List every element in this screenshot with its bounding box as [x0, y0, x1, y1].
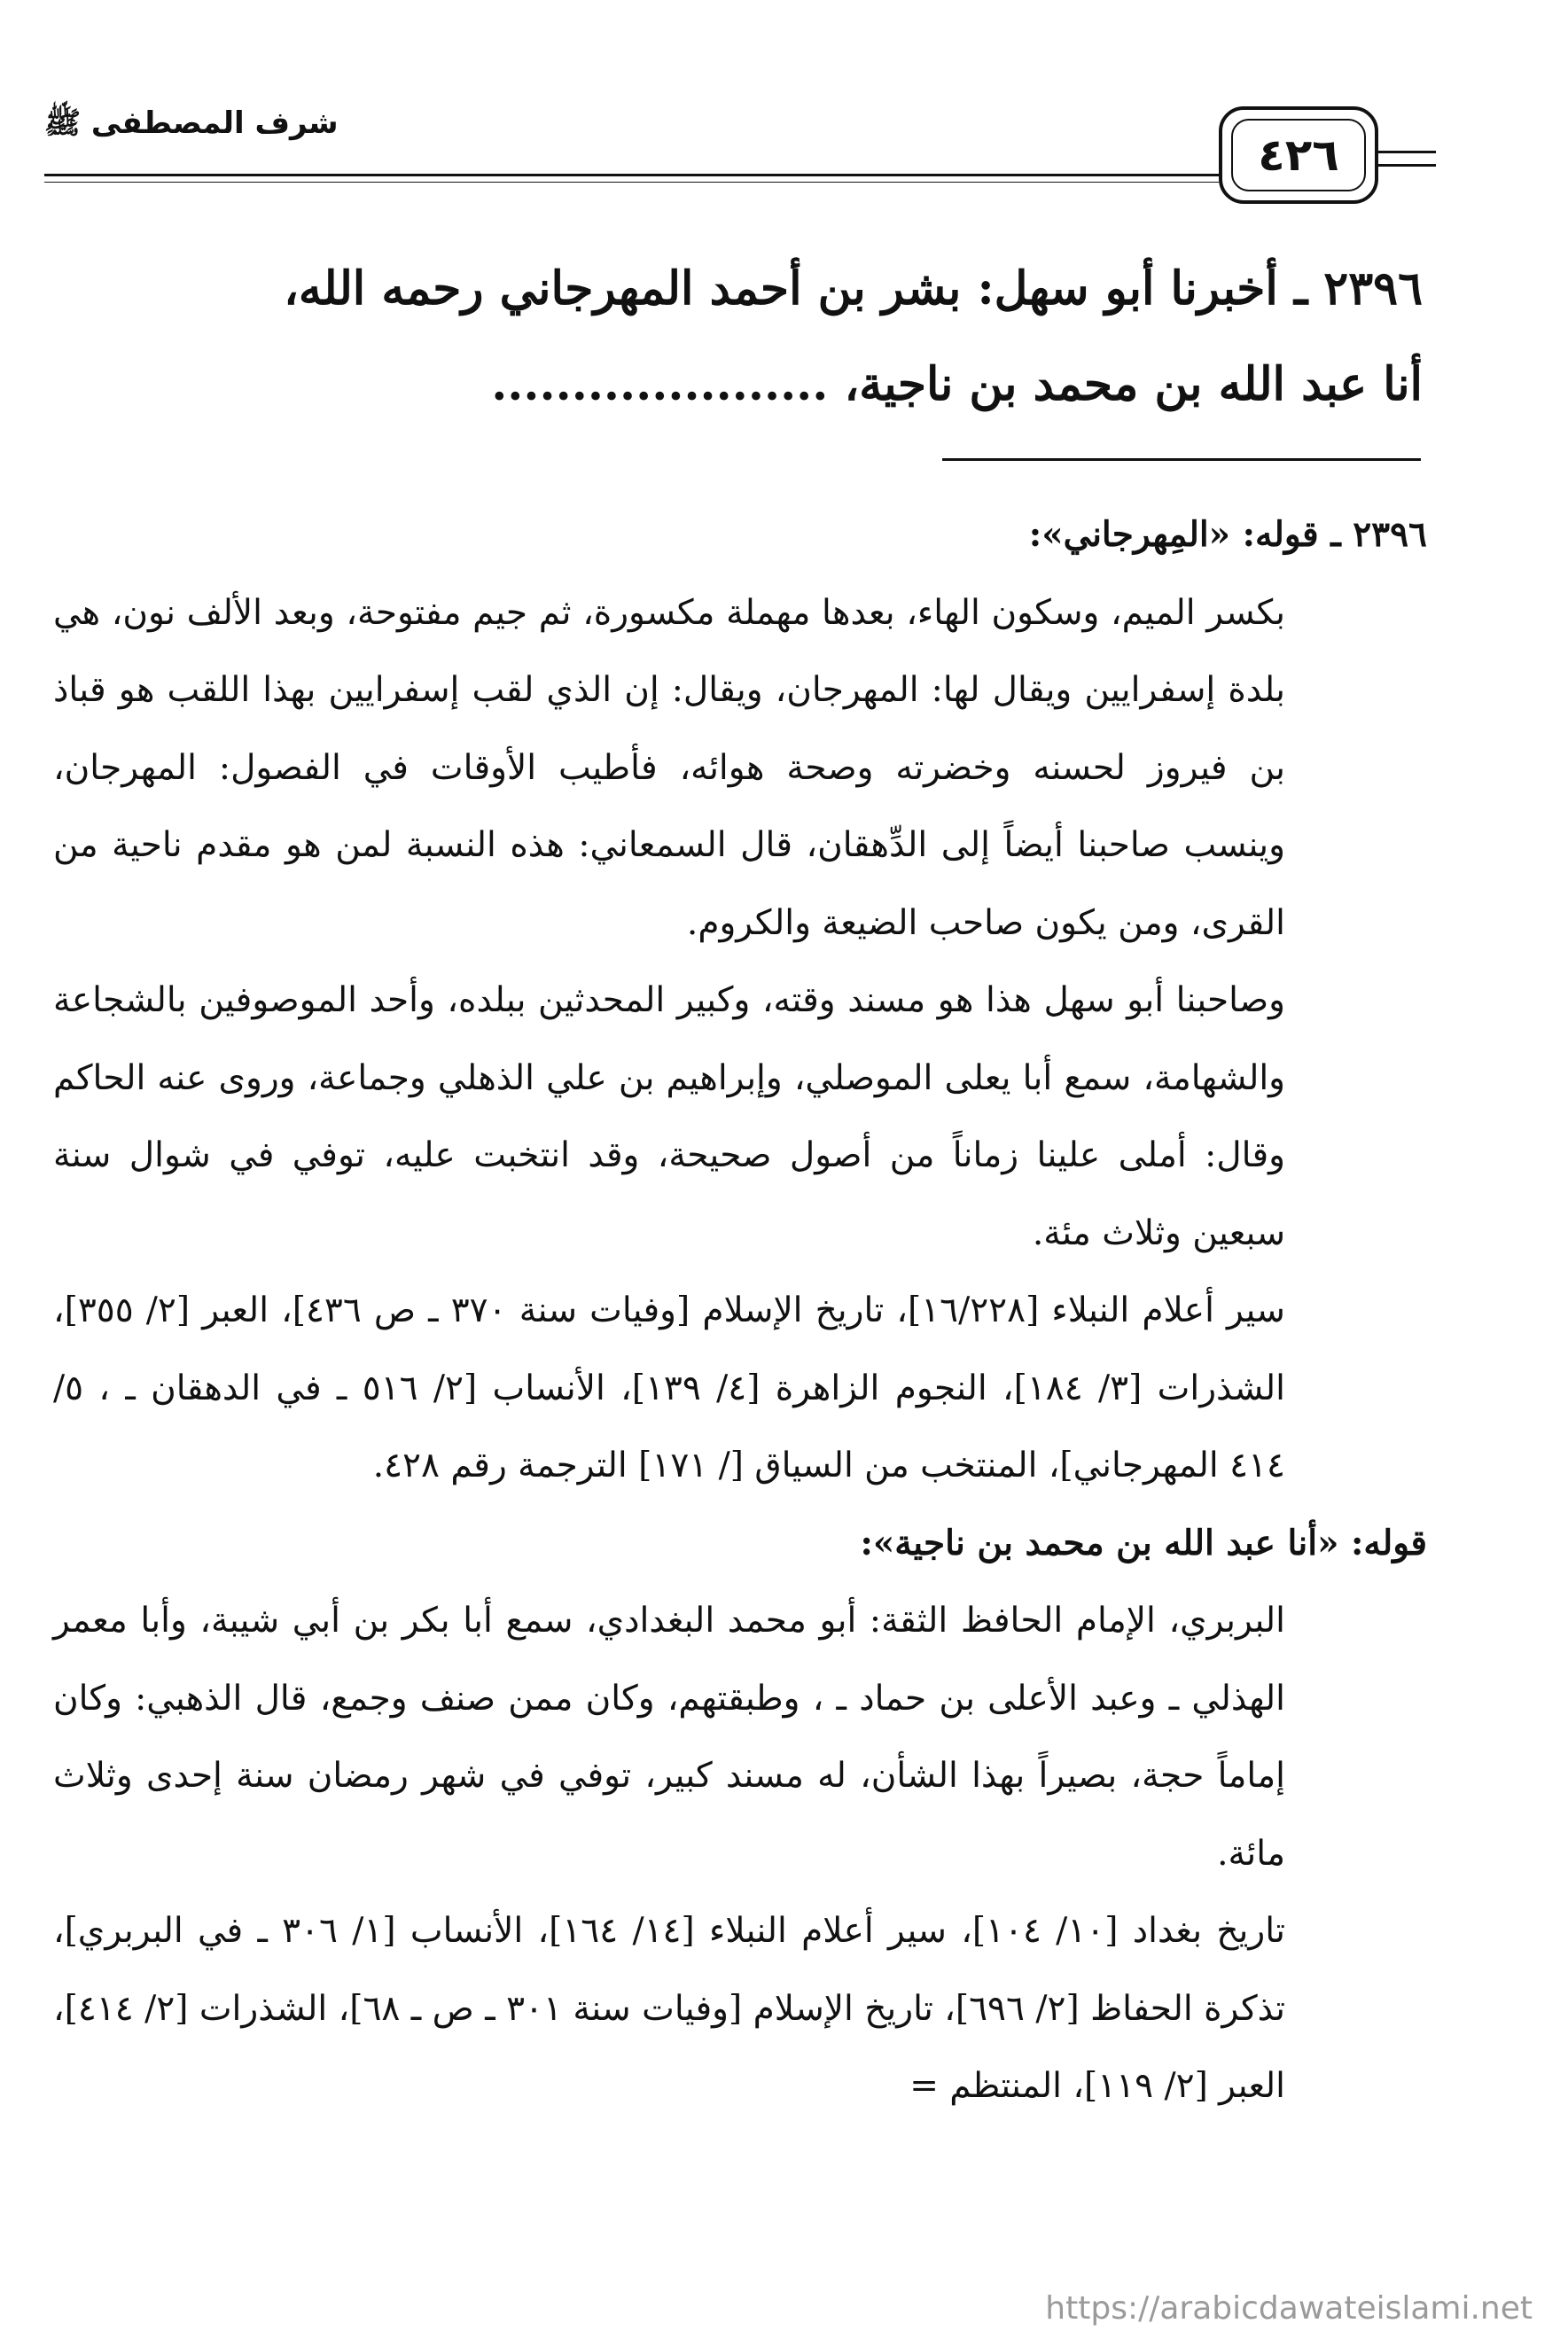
hadith-line-2: [66, 337, 1423, 433]
page-number: ٤٢٦: [1231, 119, 1366, 191]
header-rule: [44, 174, 1219, 183]
watermark-url: https://arabicdawateislami.net: [1045, 2290, 1533, 2327]
header-rule-right: [1378, 151, 1436, 167]
commentary-references-2: تاريخ بغداد [١٠/ ١٠٤]، سير أعلام النبلاء [١٤/ ١٦٤]، الأنساب [١/ ٣٠٦ ـ في البربري]، تذكرة الحفاظ [٢/ ٦٩٦]، تاريخ الإسلام [وفيات سنة ٣٠١ ـ ص ـ ٦٨]، الشذرات [٢/ ٤١٤]، العبر [٢/ ١١٩]، المنتظم =: [53, 1911, 1285, 2106]
commentary-references-1: سير أعلام النبلاء [١٦/٢٢٨]، تاريخ الإسلام [وفيات سنة ٣٧٠ ـ ص ٤٣٦]، العبر [٢/ ٣٥٥]، الشذرات [٣/ ١٨٤]، النجوم الزاهرة [٤/ ١٣٩]، الأنساب [٢/ ٥١٦ ـ في الدهقان ـ ، ٥/ ٤١٤ المهرجاني]، المنتخب من السياق [/ ١٧١] الترجمة رقم ٤٢٨.: [53, 1290, 1286, 1485]
book-title: شرف المصطفى ﷺ: [44, 105, 339, 141]
hadith-text: [66, 241, 1423, 433]
page-number-frame: [1219, 106, 1378, 204]
hadith-line-2-text: أنا عبد الله بن محمد بن ناجية،: [844, 357, 1423, 411]
commentary: [53, 496, 1427, 2125]
commentary-paragraph-3: البربري، الإمام الحافظ الثقة: أبو محمد البغدادي، سمع أبا بكر بن أبي شيبة، وأبا معمر الهذلي ـ وعبد الأعلى بن حماد ـ ، وطبقتهم، وكان ممن صنف وجمع، قال الذهبي: وكان إماماً حجة، بصيراً بهذا الشأن، له مسند كبير، توفي في شهر رمضان سنة إحدى وثلاث مائة.: [53, 1601, 1285, 1874]
hadith-line-1: ٢٣٩٦ ـ أخبرنا أبو سهل: بشر بن أحمد المهرجاني رحمه الله،: [284, 261, 1423, 316]
commentary-paragraph-2: وصاحبنا أبو سهل هذا هو مسند وقته، وكبير المحدثين ببلده، وأحد الموصوفين بالشجاعة والشهامة، سمع أبا يعلى الموصلي، وإبراهيم بن علي الذهلي وجماعة، وروى عنه الحاكم وقال: أملى علينا زماناً من أصول صحيحة، وقد انتخبت عليه، توفي في شوال سنة سبعين وثلاث مئة.: [53, 980, 1285, 1253]
commentary-heading-2: قوله: «أنا عبد الله بن محمد بن ناجية»:: [860, 1522, 1427, 1563]
commentary-heading-1: ٢٣٩٦ ـ قوله: «المِهرجاني»:: [1028, 514, 1427, 555]
commentary-paragraph-1: بكسر الميم، وسكون الهاء، بعدها مهملة مكسورة، ثم جيم مفتوحة، وبعد الألف نون، هي بلدة إسفرايين ويقال لها: المهرجان، ويقال: إن الذي لقب إسفرايين بهذا اللقب هو قباذ بن فيروز لحسنه وخضرته وصحة هوائه، فأطيب الأوقات في الفصول: المهرجان، وينسب صاحبنا أيضاً إلى الدِّهقان، قال السمعاني: هذه النسبة لمن هو مقدم ناحية من القرى، ومن يكون صاحب الضيعة والكروم.: [53, 592, 1286, 943]
page-header: [0, 0, 1568, 204]
footnote-separator: [942, 458, 1421, 461]
hadith-ellipsis: .....................: [491, 357, 829, 411]
